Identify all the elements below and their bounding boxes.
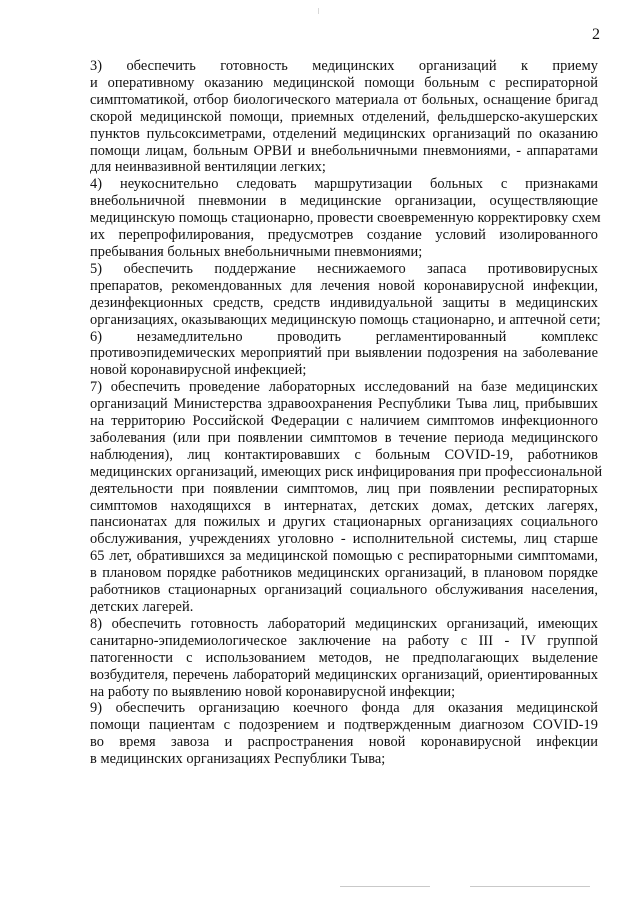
paragraph-line: 8) обеспечить готовность лабораторий медицинских организаций, имеющих <box>90 615 598 632</box>
paragraph-line: препаратов, рекомендованных для лечения новой коронавирусной инфекции, <box>90 277 598 294</box>
paragraph-3 <box>62 58 598 176</box>
paragraph-line: санитарно-эпидемиологическое заключение на работу с III - IV группой <box>90 632 598 649</box>
paragraph-9 <box>62 700 598 768</box>
paragraph-line: в медицинских организациях Республики Тыва; <box>90 751 386 768</box>
paragraph-4 <box>62 176 601 261</box>
page-number: 2 <box>592 26 600 43</box>
paragraph-line: медицинскую помощь стационарно, провести своевременную корректировку схем <box>90 210 601 227</box>
scan-artifact <box>470 886 590 887</box>
paragraph-line: 5) обеспечить поддержание неснижаемого запаса противовирусных <box>90 260 598 277</box>
paragraph-line: скорой медицинской помощи, приемных отделений, фельдшерско-акушерских <box>90 108 598 125</box>
paragraph-line: на работу по выявлению новой коронавирусной инфекции; <box>90 683 456 700</box>
paragraph-line: медицинских организаций, имеющих риск инфицирования при профессиональной <box>90 463 603 480</box>
paragraph-line: новой коронавирусной инфекцией; <box>90 362 307 379</box>
paragraph-line: помощи лицам, больным ОРВИ и внебольничными пневмониями, - аппаратами <box>90 142 598 159</box>
paragraph-line: на территорию Российской Федерации с наличием симптомов инфекционного <box>90 413 598 430</box>
paragraph-line: в плановом порядке работников медицинских организаций, в плановом порядке <box>90 565 598 582</box>
paragraph-8 <box>62 616 598 701</box>
paragraph-5 <box>62 260 601 329</box>
paragraph-6 <box>62 329 598 380</box>
paragraph-line: организаций Министерства здравоохранения Республики Тыва лиц, прибывших <box>90 396 598 413</box>
paragraph-line: работников стационарных организаций социального обслуживания населения, <box>90 582 598 599</box>
paragraph-line: патогенности с использованием методов, не предполагающих выделение <box>90 649 598 666</box>
paragraph-line: наблюдения), лиц контактировавших с больным COVID-19, работников <box>90 446 598 463</box>
paragraph-line: симптомов находящихся в интернатах, детских домах, детских лагерях, <box>90 497 598 514</box>
paragraph-line: внебольничной пневмонии в медицинские организации, осуществляющие <box>90 193 598 210</box>
scan-artifact <box>340 886 430 887</box>
paragraph-line: возбудителя, перечень лабораторий медицинских организаций, ориентированных <box>90 666 598 683</box>
paragraph-line: их перепрофилирования, предусмотрев создание условий изолированного <box>90 227 598 244</box>
paragraph-line: деятельности при появлении симптомов, лиц при появлении респираторных <box>90 480 598 497</box>
paragraph-line: 7) обеспечить проведение лабораторных исследований на базе медицинских <box>90 379 598 396</box>
paragraph-line: детских лагерей. <box>90 599 194 615</box>
paragraph-line: и оперативному оказанию медицинской помощи больным с респираторной <box>90 74 598 91</box>
scan-artifact <box>318 8 319 14</box>
paragraph-line: для неинвазивной вентиляции легких; <box>90 159 326 176</box>
paragraph-line: помощи пациентам с подозрением и подтвержденным диагнозом COVID-19 <box>90 717 598 734</box>
paragraph-line: 65 лет, обратившихся за медицинской помощью с респираторными симптомами, <box>90 548 598 565</box>
paragraph-7 <box>62 379 603 616</box>
paragraph-line: пансионатах для пожилых и других стационарных организациях социального <box>90 514 598 531</box>
paragraph-line: во время завоза и распространения новой коронавирусной инфекции <box>90 734 598 751</box>
paragraph-line: дезинфекционных средств, средств индивидуальной защиты в медицинских <box>90 294 598 311</box>
paragraph-line: 3) обеспечить готовность медицинских организаций к приему <box>90 58 598 74</box>
paragraph-line: противоэпидемических мероприятий при выявлении подозрения на заболевание <box>90 345 598 362</box>
paragraph-line: пребывания больных внебольничными пневмониями; <box>90 243 423 260</box>
paragraph-line: обслуживания, учреждениях уголовно - исполнительной системы, лиц старше <box>90 531 598 548</box>
paragraph-line: 6) незамедлительно проводить регламентированный комплекс <box>90 328 598 345</box>
paragraph-line: организациях, оказывающих медицинскую помощь стационарно, и аптечной сети; <box>90 311 601 328</box>
paragraph-line: 9) обеспечить организацию коечного фонда для оказания медицинской <box>90 700 598 717</box>
paragraph-line: 4) неукоснительно следовать маршрутизации больных с признаками <box>90 176 598 193</box>
paragraph-line: симптоматикой, отбор биологического материала от больных, оснащение бригад <box>90 91 598 108</box>
paragraph-line: заболевания (или при появлении симптомов в течение периода медицинского <box>90 429 598 446</box>
document-body <box>62 58 603 768</box>
paragraph-line: пунктов пульсоксиметрами, отделений медицинских организаций по оказанию <box>90 125 598 142</box>
